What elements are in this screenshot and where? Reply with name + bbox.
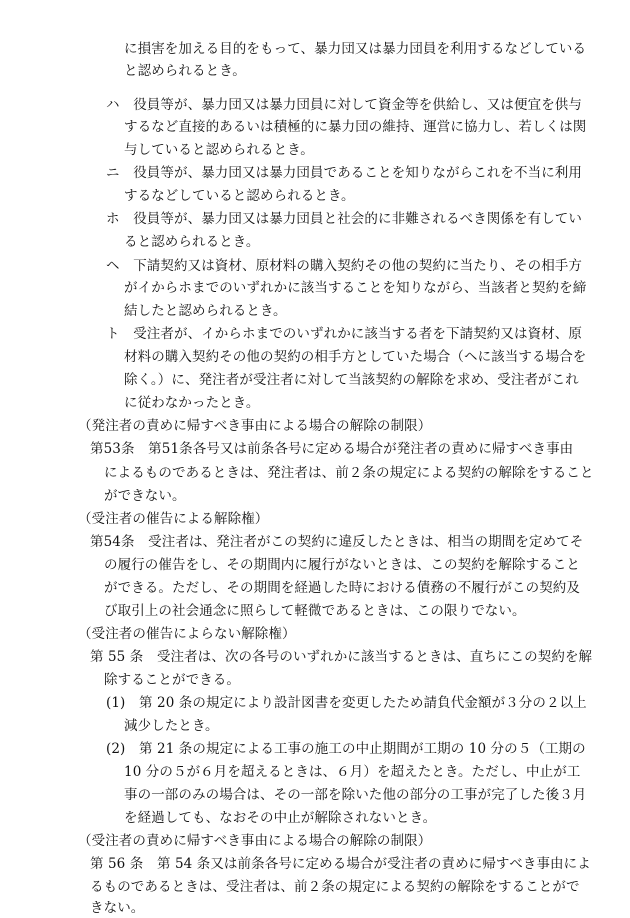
section-heading: （受注者の催告による解除権） — [78, 511, 269, 527]
text-line: によるものであるときは、発注者は、前２条の規定による契約の解除をすること — [104, 465, 594, 481]
text-line: 結したと認められるとき。 — [124, 303, 287, 319]
text-line: 与していると認められるとき。 — [124, 142, 314, 158]
article-line: 第 56 条 第 54 条又は前条各号に定める場合が受注者の責めに帰すべき事由によ — [90, 856, 591, 872]
text-line: 10 分の５が６月を超えるときは、６月）を超えたとき。ただし、中止が工 — [124, 764, 581, 780]
article-line: 第54条 受注者は、発注者がこの契約に違反したときは、相当の期間を定めてそ — [90, 534, 584, 550]
section-heading: （受注者の責めに帰すべき事由による場合の解除の制限） — [78, 833, 432, 849]
text-line: するなどしていると認められるとき。 — [124, 188, 355, 204]
text-line: ヘ 下請契約又は資材、原材料の購入契約その他の契約に当たり、その相手方 — [106, 258, 582, 274]
text-line: を経過しても、なおその中止が解除されないとき。 — [124, 810, 437, 826]
article-line: 第 55 条 受注者は、次の各号のいずれかに該当するときは、直ちにこの契約を解 — [90, 649, 593, 665]
section-heading: （受注者の催告によらない解除権） — [78, 626, 296, 642]
text-line: 事の一部のみの場合は、その一部を除いた他の部分の工事が完了した後３月 — [124, 787, 587, 803]
text-line: と認められるとき。 — [124, 63, 246, 79]
text-line: るものであるときは、受注者は、前２条の規定による契約の解除をすることがで — [90, 879, 580, 895]
text-line: ができない。 — [104, 488, 186, 504]
text-line: 材料の購入契約その他の契約の相手方としていた場合（ヘに該当する場合を — [124, 349, 587, 365]
text-line: ニ 役員等が、暴力団又は暴力団員であることを知りながらこれを不当に利用 — [106, 165, 582, 181]
text-line: きない。 — [90, 900, 145, 916]
text-line: 除することができる。 — [104, 672, 240, 688]
section-heading: （発注者の責めに帰すべき事由による場合の解除の制限） — [78, 418, 432, 434]
text-line: 除く。）に、発注者が受注者に対して当該契約の解除を求め、受注者がこれ — [124, 372, 579, 388]
text-line: がイからホまでのいずれかに該当することを知りながら、当該者と契約を締 — [124, 280, 587, 296]
text-line: ホ 役員等が、暴力団又は暴力団員と社会的に非難されるべき関係を有してい — [106, 211, 582, 227]
text-line: (1) 第 20 条の規定により設計図書を変更したため請負代金額が３分の２以上 — [106, 695, 587, 711]
text-line: に従わなかったとき。 — [124, 395, 260, 411]
text-line: するなど直接的あるいは積極的に暴力団の維持、運営に協力し、若しくは関 — [124, 119, 587, 135]
text-line: ハ 役員等が、暴力団又は暴力団員に対して資金等を供給し、又は便宜を供与 — [106, 97, 582, 113]
text-line: に損害を加える目的をもって、暴力団又は暴力団員を利用するなどしている — [124, 41, 587, 57]
text-line: ができる。ただし、その期間を経過した時における債務の不履行がこの契約及 — [104, 580, 580, 596]
text-line: ると認められるとき。 — [124, 234, 260, 250]
text-line: の履行の催告をし、その期間内に履行がないときは、この契約を解除すること — [104, 557, 580, 573]
text-line: ト 受注者が、イからホまでのいずれかに該当する者を下請契約又は資材、原 — [106, 326, 582, 342]
text-line: 減少したとき。 — [124, 718, 219, 734]
article-line: 第53条 第51条各号又は前条各号に定める場合が発注者の責めに帰すべき事由 — [90, 441, 574, 457]
text-line: び取引上の社会通念に照らして軽微であるときは、この限りでない。 — [104, 603, 526, 619]
text-line: (2) 第 21 条の規定による工事の施工の中止期間が工期の 10 分の５（工期の — [106, 741, 586, 757]
